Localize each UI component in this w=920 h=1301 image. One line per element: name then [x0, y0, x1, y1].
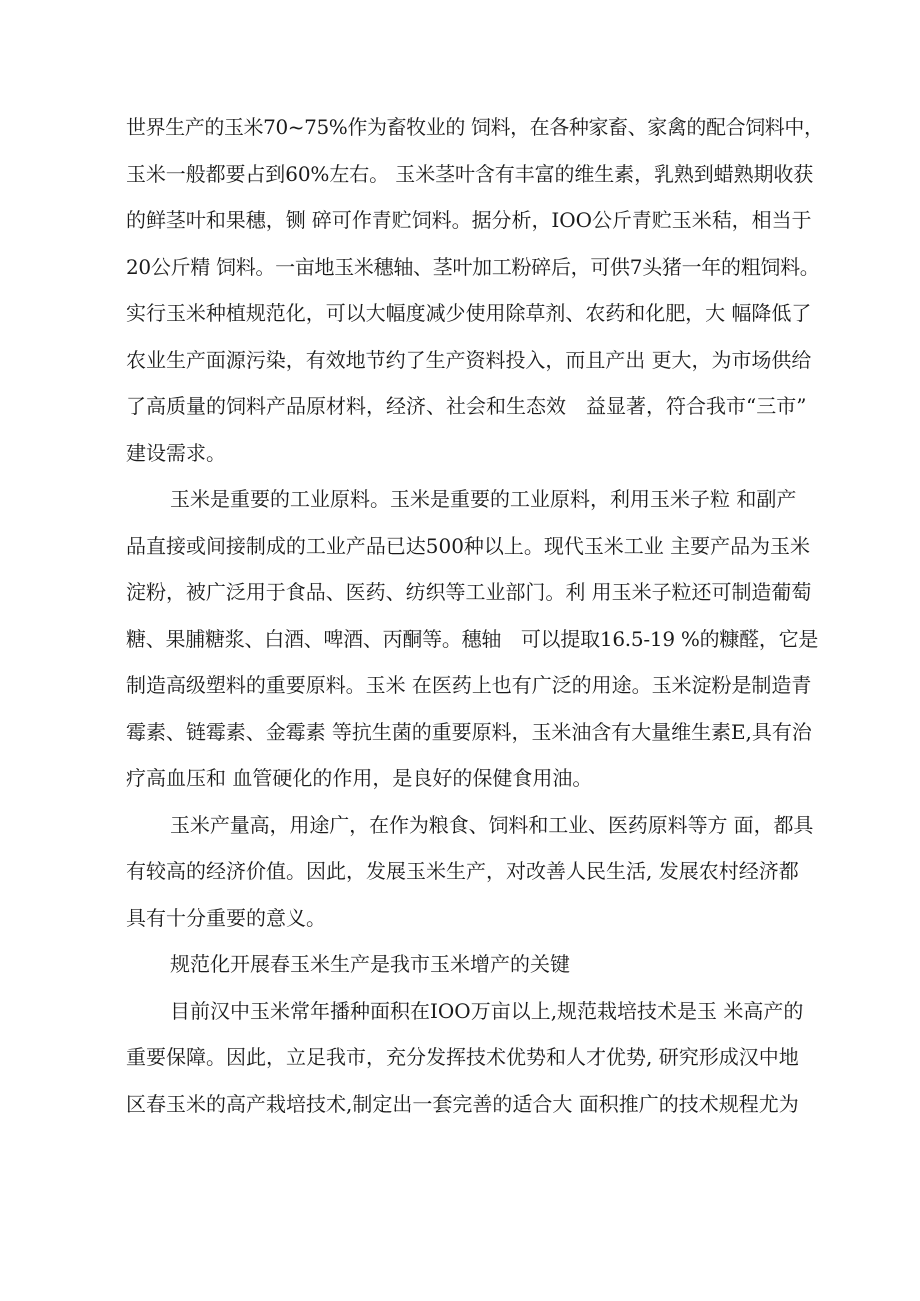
document-body [126, 104, 824, 1127]
text-line: 有较高的经济价值。因此，发展玉米生产，对改善人民生活, 发展农村经济都 [126, 859, 799, 883]
text-line: 农业生产面源污染，有效地节约了生产资料投入，而且产出 更大，为市场供给 [126, 347, 812, 372]
section-heading [126, 941, 810, 988]
paragraph-industrial-use [126, 476, 819, 802]
text-line: 玉米是重要的工业原料。玉米是重要的工业原料，利用玉米子粒 和副产 [170, 487, 797, 511]
text-line: 的鲜茎叶和果穗，铡 碎可作青贮饲料。据分析，IOO公斤青贮玉米秸，相当于 [126, 208, 812, 232]
text-line: 糖、果脯糖浆、白酒、啤酒、丙酮等。穗轴 可以提取16.5-19 %的糠醛，它是 [126, 626, 819, 651]
text-line: 世界生产的玉米70~75%作为畜牧业的 饲料，在各种家畜、家禽的配合饲料中， [126, 115, 824, 139]
text-line: 区春玉米的高产栽培技术,制定出一套完善的适合大 面积推广的技术规程尤为 [126, 1091, 799, 1116]
text-line: 建设需求。 [126, 440, 226, 465]
text-line: 玉米产量高，用途广，在作为粮食、饲料和工业、医药原料等方 面，都具 [170, 812, 814, 837]
text-line: 20公斤精 饲料。一亩地玉米穗轴、茎叶加工粉碎后，可供7头猪一年的粗饲料。 [126, 254, 820, 279]
text-line: 实行玉米种植规范化，可以大幅度减少使用除草剂、农药和化肥，大 幅降低了 [126, 301, 812, 325]
text-line: 了高质量的饲料产品原材料，经济、社会和生态效 益显著，符合我市“三市” [126, 394, 807, 418]
text-line: 品直接或间接制成的工业产品已达500种以上。现代玉米工业 主要产品为玉米 [126, 533, 811, 558]
paragraph-economic-value [126, 802, 814, 942]
text-line: 制造高级塑料的重要原料。玉米 在医药上也有广泛的用途。玉米淀粉是制造青 [126, 673, 812, 697]
text-line: 目前汉中玉米常年播种面积在IOO万亩以上,规范栽培技术是玉 米高产的 [170, 998, 804, 1023]
paragraph-hanzhong-corn [126, 988, 810, 1128]
text-line: 霉素、链霉素、金霉素 等抗生菌的重要原料，玉米油含有大量维生素E,具有治 [126, 719, 812, 744]
text-line: 具有十分重要的意义。 [126, 905, 326, 930]
heading-text: 规范化开展春玉米生产是我市玉米增产的关键 [170, 952, 570, 976]
text-line: 淀粉，被广泛用于食品、医药、纺织等工业部门。利 用玉米子粒还可制造葡萄 [126, 580, 812, 604]
paragraph-feed-use [126, 104, 824, 476]
text-line: 疗高血压和 血管硬化的作用，是良好的保健食用油。 [126, 766, 593, 790]
text-line: 重要保障。因此，立足我市，充分发挥技术优势和人才优势, 研究形成汉中地 [126, 1045, 799, 1069]
text-line: 玉米一般都要占到60%左右。 玉米茎叶含有丰富的维生素，乳熟到蜡熟期收获 [126, 161, 814, 186]
